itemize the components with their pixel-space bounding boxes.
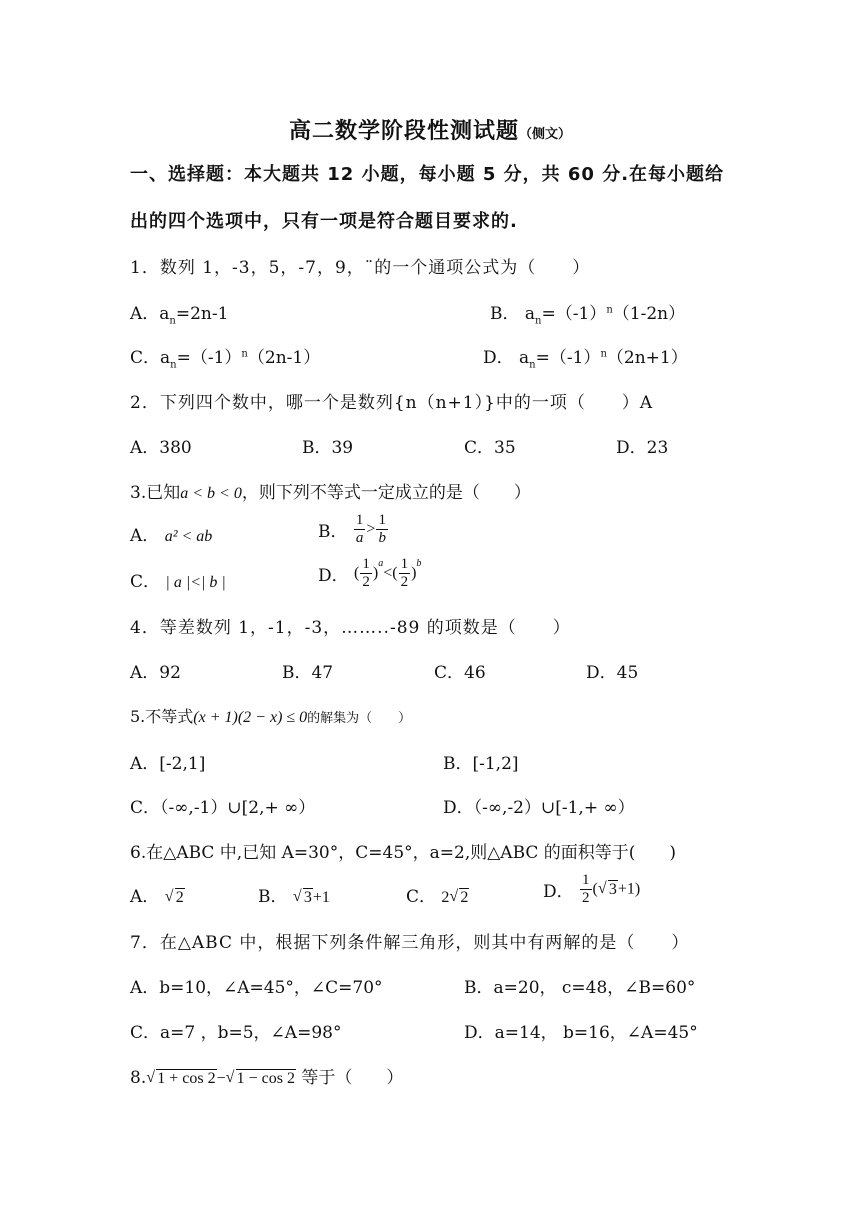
q4-option-a: A．92 — [130, 663, 181, 683]
q7-option-d: D．a=14， b=16，∠A=45° — [464, 1023, 698, 1043]
q1-option-b: B． $a_n=(-1)^n(1-2n)$ — [490, 304, 686, 327]
title-sub: （侧文） — [519, 127, 572, 142]
q1-option-a: A．$a_n=2n-1$ — [130, 304, 229, 327]
q5-option-a: A．[-2,1] — [130, 754, 206, 774]
q6-stem: 6.在△ABC 中,已知 A=30°，C=45°，a=2,则△ABC 的面积等于( ) — [130, 843, 677, 863]
q2-option-c: C．35 — [464, 438, 516, 458]
q6-option-b: B． √ 3+1 — [258, 882, 330, 907]
q6-option-d: D． $\frac{1}{2}$ (√ 3+1) — [543, 873, 640, 906]
q5-option-b: B．[-1,2] — [443, 754, 519, 774]
q4-option-c: C．46 — [434, 663, 486, 683]
section-heading-line2: 出的四个选项中，只有一项是符合题目要求的. — [130, 211, 518, 232]
q7-option-c: C．a=7 ，b=5，∠A=98° — [130, 1023, 342, 1043]
q5-option-c: C．（-∞,-1）∪[2,+ ∞） — [130, 798, 316, 818]
q6-option-a: A． √ 2 — [130, 882, 185, 907]
q7-option-a: A．b=10，∠A=45°，∠C=70° — [130, 978, 383, 998]
q4-stem: 4．等差数列 1，-1，-3，……..-89 的项数是（ ） — [130, 618, 571, 638]
section-heading-line1: 一、选择题：本大题共 12 小题，每小题 5 分，共 60 分.在每小题给 — [130, 164, 725, 185]
q2-option-d: D．23 — [616, 438, 669, 458]
q3-option-d: D． ( $\frac{1}{2}$ )$^a$<( $\frac{1}{2}$ )$^b$ — [318, 556, 422, 590]
q5-stem: 5.不等式(x + 1)(2 − x) ≤ 0的解集为（ ） — [130, 707, 412, 726]
q6-option-c: C． 2√ 2 — [406, 882, 469, 907]
q1-option-d: D． $a_n=(-1)^n(2n+1)$ — [483, 348, 688, 371]
q8-stem: 8.√ 1 + cos 2−√ 1 − cos 2 等于（ ） — [130, 1063, 403, 1088]
q3-option-a: A． a² < ab — [130, 526, 213, 546]
q2-stem: 2．下列四个数中，哪一个是数列{n（n+1）}中的一项（ ）A — [130, 393, 654, 413]
q1-option-c: C．$a_n=(-1)^n(2n-1)$ — [130, 348, 321, 371]
title-main: 高二数学阶段性测试题 — [288, 119, 519, 144]
q4-option-b: B．47 — [282, 663, 334, 683]
q7-stem: 7．在△ABC 中，根据下列条件解三角形，则其中有两解的是（ ） — [130, 933, 690, 953]
q3-stem: 3.已知a < b < 0，则下列不等式一定成立的是（ ） — [130, 483, 531, 503]
page-title — [0, 114, 860, 145]
q2-option-b: B．39 — [302, 438, 354, 458]
q2-option-a: A．380 — [130, 438, 192, 458]
q4-option-d: D．45 — [586, 663, 639, 683]
q3-option-b: B． $\frac{1}{a}$ > $\frac{1}{b}$ — [318, 512, 386, 546]
q3-option-c: C． | a |<| b | — [130, 572, 226, 592]
q5-option-d: D．（-∞,-2）∪[-1,+ ∞） — [443, 798, 635, 818]
q7-option-b: B．a=20， c=48，∠B=60° — [464, 978, 696, 998]
q1-stem: 1．数列 1，-3，5，-7，9，¨的一个通项公式为（ ） — [130, 258, 591, 278]
